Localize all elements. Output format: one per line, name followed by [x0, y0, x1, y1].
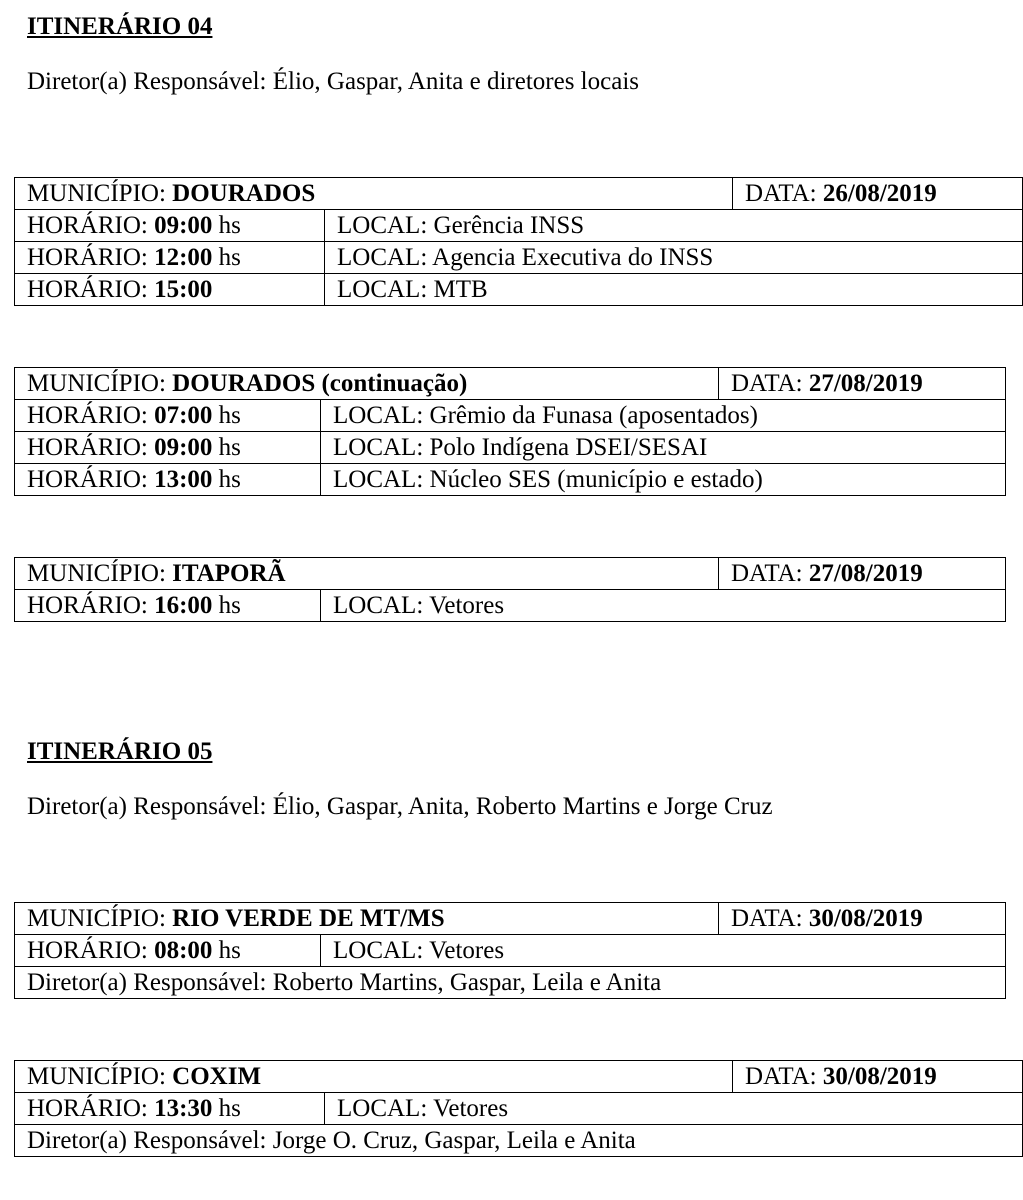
location-cell: LOCAL: Grêmio da Funasa (aposentados): [321, 400, 1006, 432]
itinerary-04-title: ITINERÁRIO 04: [27, 13, 213, 40]
location-cell: LOCAL: Núcleo SES (município e estado): [321, 464, 1006, 496]
municipality-cell: MUNICÍPIO: COXIM: [15, 1061, 733, 1093]
date-cell: DATA: 27/08/2019: [719, 368, 1006, 400]
municipality-name: ITAPORÃ: [172, 559, 286, 587]
time-cell: HORÁRIO: 12:00 hs: [15, 242, 325, 274]
table-row: [15, 590, 1006, 622]
date-cell: DATA: 30/08/2019: [719, 903, 1006, 935]
table-row: [15, 210, 1023, 242]
itinerary-04-responsible: Diretor(a) Responsável: Élio, Gaspar, Anita e diretores locais: [27, 68, 639, 95]
date-value: 30/08/2019: [822, 1062, 937, 1090]
date-value: 30/08/2019: [808, 904, 923, 932]
table-header-row: [15, 903, 1006, 935]
table-row: [15, 400, 1006, 432]
date-cell: DATA: 26/08/2019: [733, 178, 1023, 210]
time-cell: HORÁRIO: 15:00: [15, 274, 325, 306]
time-cell: HORÁRIO: 07:00 hs: [15, 400, 321, 432]
schedule-table-dourados-continuacao: [14, 367, 1006, 496]
table-row: [15, 242, 1023, 274]
time-cell: HORÁRIO: 09:00 hs: [15, 210, 325, 242]
time-cell: HORÁRIO: 16:00 hs: [15, 590, 321, 622]
location-cell: LOCAL: Vetores: [321, 935, 1006, 967]
date-value: 27/08/2019: [808, 559, 923, 587]
table-header-row: [15, 368, 1006, 400]
table-header-row: [15, 178, 1023, 210]
responsible-cell: Diretor(a) Responsável: Jorge O. Cruz, Gaspar, Leila e Anita: [15, 1125, 1023, 1157]
table-row: [15, 464, 1006, 496]
date-value: 27/08/2019: [808, 369, 923, 397]
location-cell: LOCAL: Vetores: [325, 1093, 1023, 1125]
time-cell: HORÁRIO: 08:00 hs: [15, 935, 321, 967]
table-row: [15, 935, 1006, 967]
table-header-row: [15, 1061, 1023, 1093]
location-cell: LOCAL: MTB: [325, 274, 1023, 306]
date-cell: DATA: 27/08/2019: [719, 558, 1006, 590]
time-cell: HORÁRIO: 13:30 hs: [15, 1093, 325, 1125]
date-value: 26/08/2019: [822, 179, 937, 207]
table-row: [15, 432, 1006, 464]
schedule-table-rio-verde: [14, 902, 1006, 999]
time-cell: HORÁRIO: 09:00 hs: [15, 432, 321, 464]
municipality-name: COXIM: [172, 1062, 262, 1090]
schedule-table-coxim: [14, 1060, 1023, 1157]
table-row: [15, 274, 1023, 306]
municipality-cell: MUNICÍPIO: DOURADOS (continuação): [15, 368, 719, 400]
municipality-cell: MUNICÍPIO: DOURADOS: [15, 178, 733, 210]
table-header-row: [15, 558, 1006, 590]
municipality-name: DOURADOS: [172, 179, 316, 207]
table-row: [15, 967, 1006, 999]
responsible-cell: Diretor(a) Responsável: Roberto Martins, Gaspar, Leila e Anita: [15, 967, 1006, 999]
table-row: [15, 1125, 1023, 1157]
itinerary-05-responsible: Diretor(a) Responsável: Élio, Gaspar, Anita, Roberto Martins e Jorge Cruz: [27, 793, 773, 820]
municipality-name: DOURADOS (continuação): [172, 369, 468, 397]
schedule-table-itapora: [14, 557, 1006, 622]
time-cell: HORÁRIO: 13:00 hs: [15, 464, 321, 496]
schedule-table-dourados: [14, 177, 1023, 306]
location-cell: LOCAL: Agencia Executiva do INSS: [325, 242, 1023, 274]
municipality-name: RIO VERDE DE MT/MS: [172, 904, 445, 932]
location-cell: LOCAL: Vetores: [321, 590, 1006, 622]
itinerary-05-title: ITINERÁRIO 05: [27, 738, 213, 765]
date-cell: DATA: 30/08/2019: [733, 1061, 1023, 1093]
location-cell: LOCAL: Polo Indígena DSEI/SESAI: [321, 432, 1006, 464]
location-cell: LOCAL: Gerência INSS: [325, 210, 1023, 242]
table-row: [15, 1093, 1023, 1125]
municipality-cell: MUNICÍPIO: RIO VERDE DE MT/MS: [15, 903, 719, 935]
municipality-cell: MUNICÍPIO: ITAPORÃ: [15, 558, 719, 590]
